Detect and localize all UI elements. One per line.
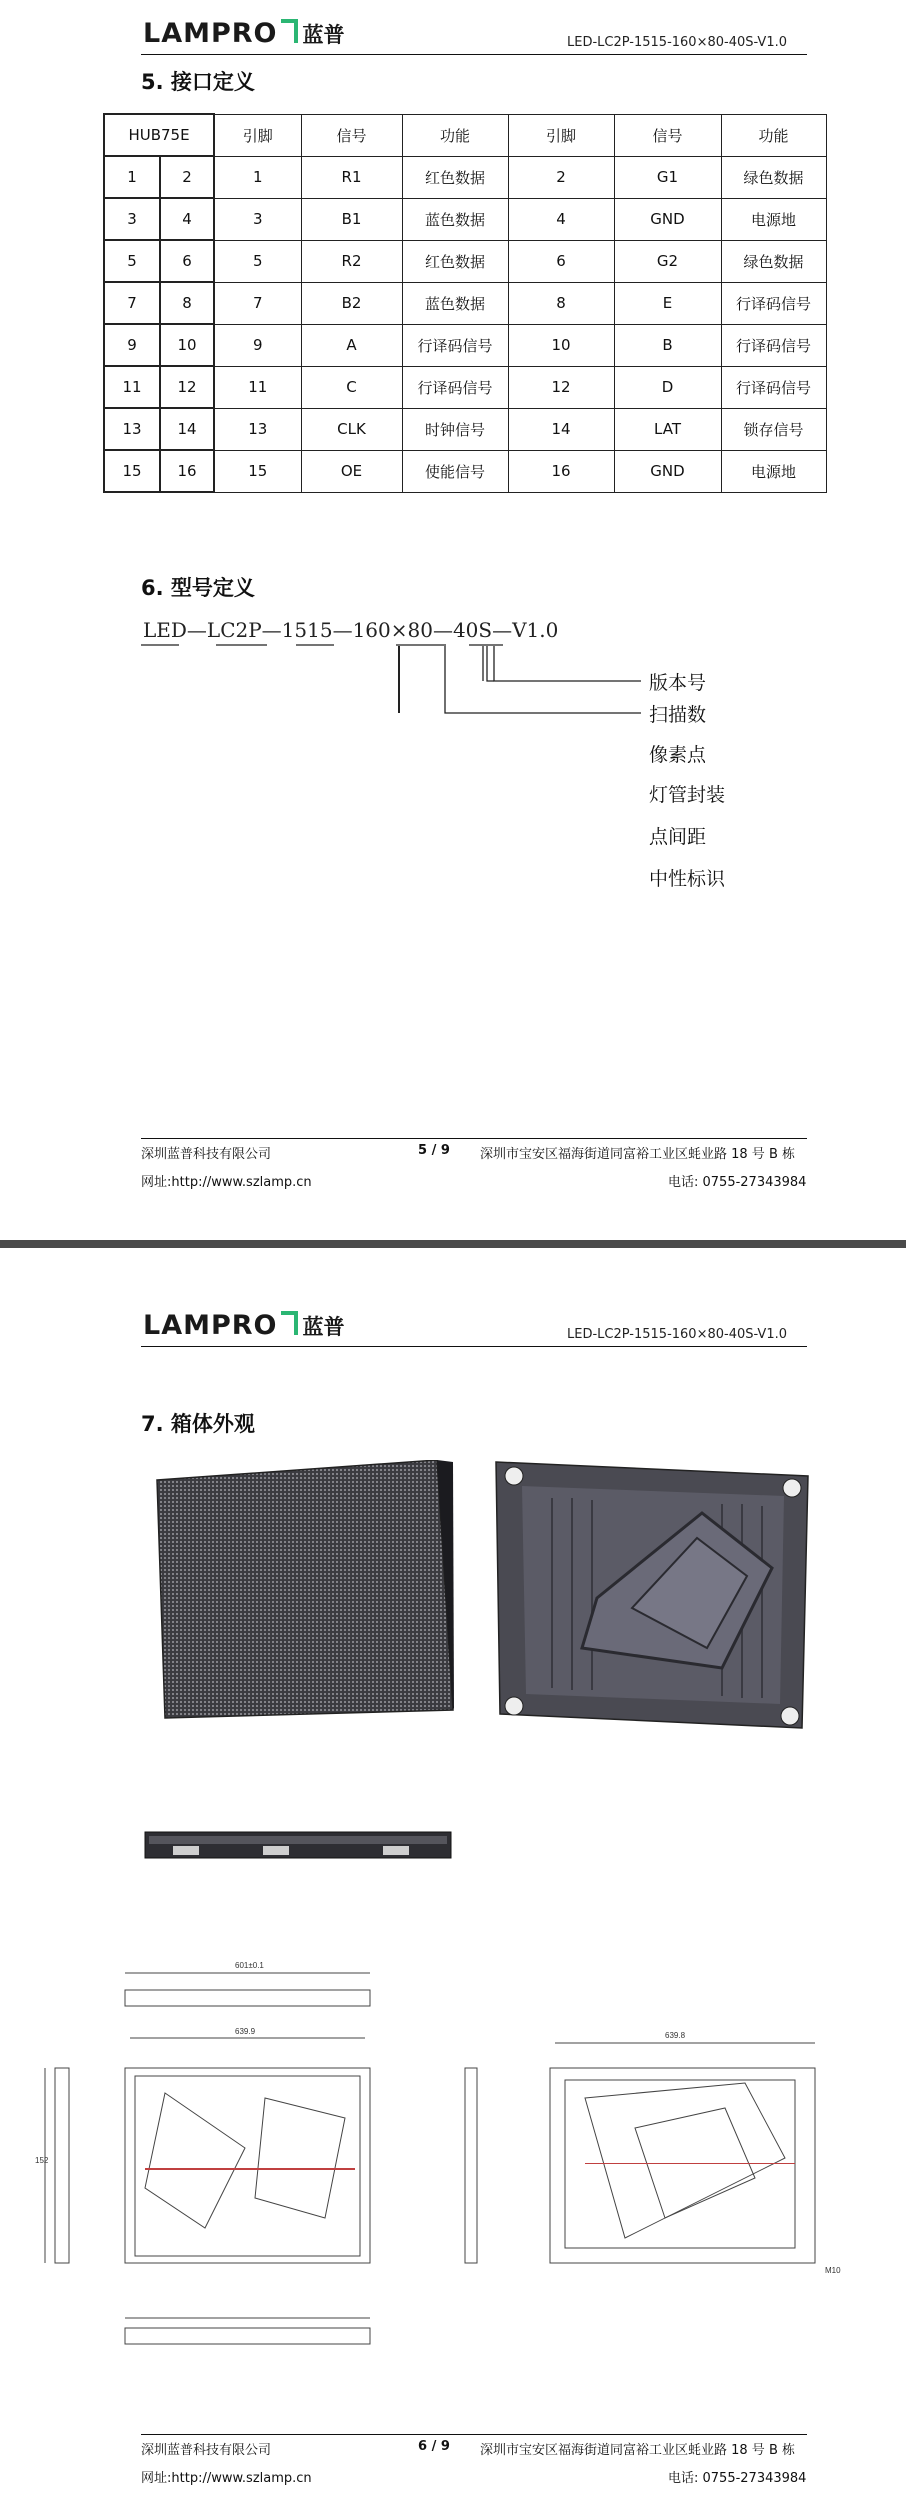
signal-cell: B1 [301, 198, 402, 240]
dim-m10: M10 [825, 2266, 841, 2275]
connector-pin: 3 [104, 198, 160, 240]
signal-cell: G2 [614, 240, 721, 282]
signal-cell: D [614, 366, 721, 408]
pin-cell: 1 [214, 156, 301, 198]
header-cell: 信号 [301, 114, 402, 156]
connector-pin: 5 [104, 240, 160, 282]
label-package: 灯管封装 [649, 784, 726, 806]
label-pitch: 点间距 [649, 826, 707, 848]
pin-cell: 13 [214, 408, 301, 450]
pin-cell: 3 [214, 198, 301, 240]
table-row [104, 408, 826, 450]
model-code-diagram [141, 612, 801, 902]
table-row [104, 450, 826, 492]
table-row [104, 324, 826, 366]
doc-id: LED-LC2P-1515-160×80-40S-V1.0 [567, 35, 787, 50]
connector-pin: 15 [104, 450, 160, 492]
connector-pin: 8 [160, 282, 214, 324]
dim-back-width: 639.8 [665, 2031, 686, 2040]
signal-cell: E [614, 282, 721, 324]
header-cell: 信号 [614, 114, 721, 156]
function-cell: 行译码信号 [402, 366, 508, 408]
label-neutral: 中性标识 [649, 868, 726, 890]
page-6 [0, 1248, 906, 2503]
footer-company: 深圳蓝普科技有限公司 [141, 1147, 272, 1162]
footer-page-number: 5 / 9 [418, 1143, 450, 1158]
footer-address: 深圳市宝安区福海街道同富裕工业区蚝业路 18 号 B 栋 [480, 2443, 795, 2458]
function-cell: 时钟信号 [402, 408, 508, 450]
function-cell: 行译码信号 [721, 366, 826, 408]
logo-chinese: 蓝普 [302, 1314, 345, 1339]
pin-cell: 10 [508, 324, 614, 366]
connector-pin: 10 [160, 324, 214, 366]
table-row [104, 240, 826, 282]
signal-cell: CLK [301, 408, 402, 450]
label-pixels: 像素点 [649, 744, 707, 766]
connector-pin: 11 [104, 366, 160, 408]
connector-pin: 2 [160, 156, 214, 198]
table-row [104, 198, 826, 240]
header-cell: 功能 [402, 114, 508, 156]
connector-pin: 16 [160, 450, 214, 492]
function-cell: 红色数据 [402, 156, 508, 198]
pin-cell: 9 [214, 324, 301, 366]
signal-cell: OE [301, 450, 402, 492]
header-cell: 功能 [721, 114, 826, 156]
pin-cell: 16 [508, 450, 614, 492]
signal-cell: GND [614, 450, 721, 492]
dim-height: 152 [35, 2156, 49, 2165]
footer-address: 深圳市宝安区福海街道同富裕工业区蚝业路 18 号 B 栋 [480, 1147, 795, 1162]
footer-rule [141, 2434, 807, 2435]
connector-pin: 14 [160, 408, 214, 450]
logo-wordmark: LAMPRO [143, 1310, 278, 1341]
function-cell: 绿色数据 [721, 240, 826, 282]
connector-pin: 7 [104, 282, 160, 324]
label-scan: 扫描数 [649, 704, 707, 726]
connector-pin: 12 [160, 366, 214, 408]
function-cell: 行译码信号 [402, 324, 508, 366]
table-row [104, 282, 826, 324]
pin-table [103, 113, 827, 493]
signal-cell: B [614, 324, 721, 366]
function-cell: 红色数据 [402, 240, 508, 282]
signal-cell: C [301, 366, 402, 408]
footer-rule [141, 1138, 807, 1139]
function-cell: 行译码信号 [721, 282, 826, 324]
footer-website: 网址:http://www.szlamp.cn [141, 2471, 312, 2486]
pin-cell: 4 [508, 198, 614, 240]
connector-pin: 6 [160, 240, 214, 282]
logo-bracket-icon [281, 19, 298, 43]
signal-cell: B2 [301, 282, 402, 324]
pin-cell: 15 [214, 450, 301, 492]
header-rule [141, 1346, 807, 1347]
header-cell: 引脚 [214, 114, 301, 156]
connector-pin: 1 [104, 156, 160, 198]
pin-cell: 8 [508, 282, 614, 324]
footer-company: 深圳蓝普科技有限公司 [141, 2443, 272, 2458]
cabinet-side-image [143, 1824, 453, 1864]
footer-phone: 电话: 0755-27343984 [668, 1175, 807, 1190]
function-cell: 锁存信号 [721, 408, 826, 450]
function-cell: 蓝色数据 [402, 198, 508, 240]
cabinet-front-image [155, 1460, 455, 1720]
page-separator [0, 1240, 906, 1248]
connector-pin: 4 [160, 198, 214, 240]
signal-cell: G1 [614, 156, 721, 198]
logo-wordmark: LAMPRO [143, 18, 278, 49]
connector-name: HUB75E [104, 114, 214, 156]
signal-cell: R2 [301, 240, 402, 282]
function-cell: 使能信号 [402, 450, 508, 492]
label-version: 版本号 [649, 672, 707, 694]
function-cell: 电源地 [721, 450, 826, 492]
footer-website: 网址:http://www.szlamp.cn [141, 1175, 312, 1190]
dim-front-width: 639.9 [235, 2027, 256, 2036]
footer-page-number: 6 / 9 [418, 2439, 450, 2454]
function-cell: 绿色数据 [721, 156, 826, 198]
connector-pin: 9 [104, 324, 160, 366]
pin-cell: 2 [508, 156, 614, 198]
signal-cell: LAT [614, 408, 721, 450]
section-5-title: 5. 接口定义 [141, 70, 255, 94]
page-5 [0, 0, 906, 1240]
function-cell: 电源地 [721, 198, 826, 240]
section-6-title: 6. 型号定义 [141, 576, 255, 600]
footer-phone: 电话: 0755-27343984 [668, 2471, 807, 2486]
pin-cell: 14 [508, 408, 614, 450]
header-rule [141, 54, 807, 55]
brand-logo [143, 1310, 345, 1341]
logo-bracket-icon [281, 1311, 298, 1335]
pin-cell: 6 [508, 240, 614, 282]
doc-id: LED-LC2P-1515-160×80-40S-V1.0 [567, 1327, 787, 1342]
pin-cell: 12 [508, 366, 614, 408]
signal-cell: GND [614, 198, 721, 240]
pin-cell: 7 [214, 282, 301, 324]
pin-cell: 11 [214, 366, 301, 408]
logo-chinese: 蓝普 [302, 22, 345, 47]
table-row [104, 366, 826, 408]
dim-top-width: 601±0.1 [235, 1961, 264, 1970]
function-cell: 蓝色数据 [402, 282, 508, 324]
cabinet-technical-drawing [25, 1948, 885, 2388]
table-row [104, 156, 826, 198]
table-header-row [104, 114, 826, 156]
cabinet-back-image [492, 1458, 812, 1733]
signal-cell: R1 [301, 156, 402, 198]
pin-cell: 5 [214, 240, 301, 282]
brand-logo [143, 18, 345, 49]
section-7-title: 7. 箱体外观 [141, 1412, 255, 1436]
connector-pin: 13 [104, 408, 160, 450]
function-cell: 行译码信号 [721, 324, 826, 366]
header-cell: 引脚 [508, 114, 614, 156]
model-code: LED—LC2P—1515—160×80—40S—V1.0 [143, 618, 559, 642]
signal-cell: A [301, 324, 402, 366]
